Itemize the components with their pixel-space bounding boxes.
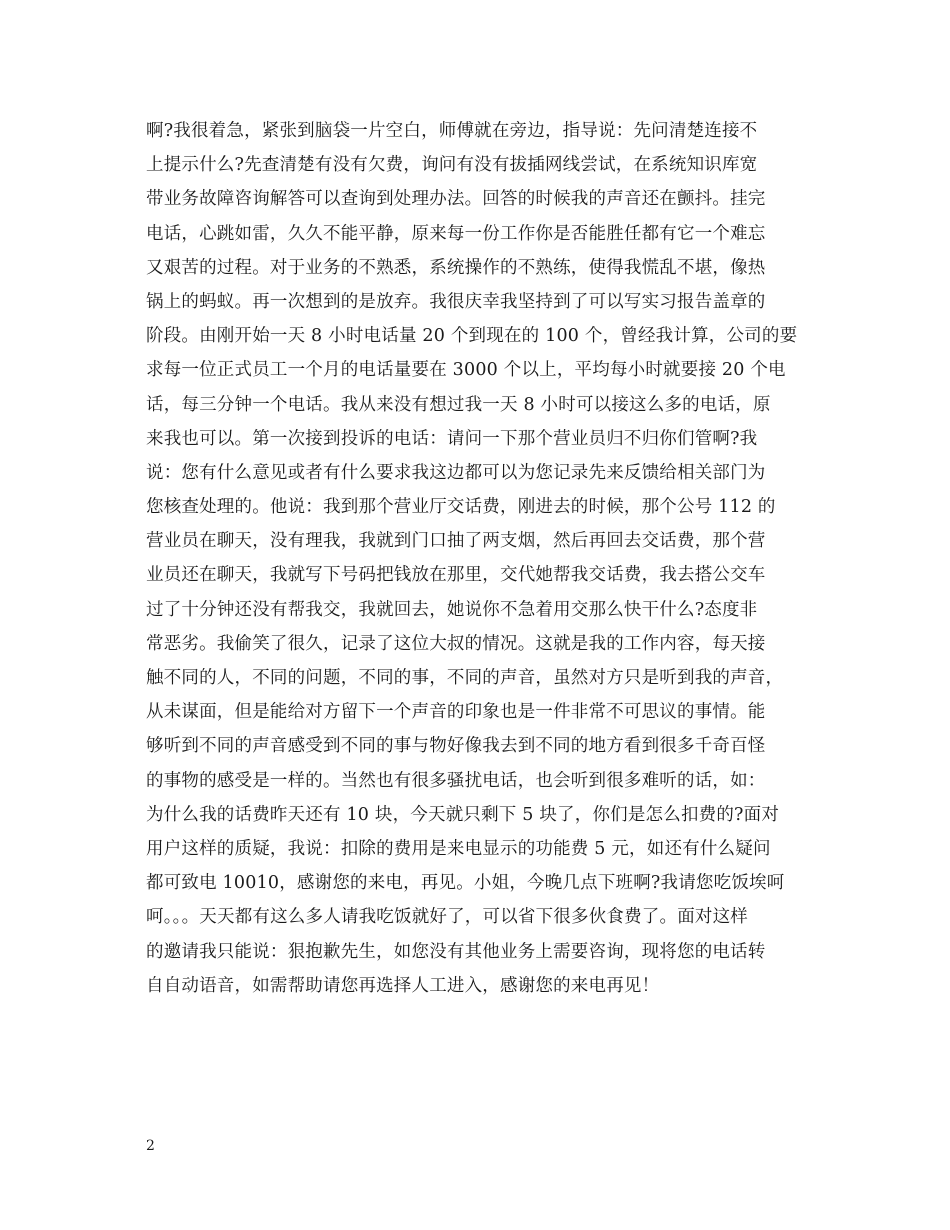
page-number: 2 [146,1138,155,1154]
text-line: 的邀请我只能说：狠抱歉先生，如您没有其他业务上需要咨询，现将您的电话转 [146,941,766,962]
text-line: 从未谋面，但是能给对方留下一个声音的印象也是一件非常不可思议的事情。能 [146,702,766,723]
text-line: 呵。。。天天都有这么多人请我吃饭就好了，可以省下很多伙食费了。面对这样 [146,907,748,928]
text-line: 啊?我很着急，紧张到脑袋一片空白，师傅就在旁边，指导说：先问清楚连接不 [146,121,758,141]
text-line: 够听到不同的声音感受到不同的事与物好像我去到不同的地方看到很多千奇百怪 [146,736,766,757]
text-line: 常恶劣。我偷笑了很久，记录了这位大叔的情况。这就是我的工作内容，每天接 [146,633,766,654]
text-line: 业员还在聊天，我就写下号码把钱放在那里，交代她帮我交话费，我去搭公交车 [146,565,766,586]
text-line: 求每一位正式员工一个月的电话量要在 3000 个以上，平均每小时就要接 20 个电 [146,360,786,381]
text-line: 营业员在聊天，没有理我，我就到门口抽了两支烟，然后再回去交话费，那个营 [146,531,766,552]
text-line: 您核查处理的。他说：我到那个营业厅交话费，刚进去的时候，那个公号 112 的 [146,497,776,518]
text-line: 来我也可以。第一次接到投诉的电话：请问一下那个营业员归不归你们管啊?我 [146,428,758,449]
text-line: 的事物的感受是一样的。当然也有很多骚扰电话，也会听到很多难听的话，如： [146,770,766,791]
text-line: 锅上的蚂蚁。再一次想到的是放弃。我很庆幸我坚持到了可以写实习报告盖章的 [146,291,766,312]
text-line: 阶段。由刚开始一天 8 小时电话量 20 个到现在的 100 个，曾经我计算，公司的要 [146,326,798,347]
text-line: 说：您有什么意见或者有什么要求我这边都可以为您记录先来反馈给相关部门为 [146,462,766,483]
text-line: 电话，心跳如雷，久久不能平静，原来每一份工作你是否能胜任都有它一个难忘 [146,223,766,244]
text-line: 过了十分钟还没有帮我交，我就回去，她说你不急着用交那么快干什么?态度非 [146,599,758,620]
body-text [146,114,816,1003]
text-line: 又艰苦的过程。对于业务的不熟悉，系统操作的不熟练，使得我慌乱不堪，像热 [146,257,766,278]
text-line: 用户这样的质疑，我说：扣除的费用是来电显示的功能费 5 元，如还有什么疑问 [146,838,771,859]
text-line: 话，每三分钟一个电话。我从来没有想过我一天 8 小时可以接这么多的电话，原 [146,394,771,415]
text-line: 为什么我的话费昨天还有 10 块，今天就只剩下 5 块了，你们是怎么扣费的?面对 [146,804,780,825]
text-line: 上提示什么?先查清楚有没有欠费，询问有没有拔插网线尝试，在系统知识库宽 [146,155,758,176]
text-line: 带业务故障咨询解答可以查询到处理办法。回答的时候我的声音还在颤抖。挂完 [146,189,766,210]
text-line: 自自动语音，如需帮助请您再选择人工进入，感谢您的来电再见！ [146,975,660,996]
text-line: 触不同的人，不同的问题，不同的事，不同的声音，虽然对方只是听到我的声音， [146,668,784,688]
text-line: 都可致电 10010，感谢您的来电，再见。小姐，今晚几点下班啊?我请您吃饭埃呵 [146,873,785,894]
